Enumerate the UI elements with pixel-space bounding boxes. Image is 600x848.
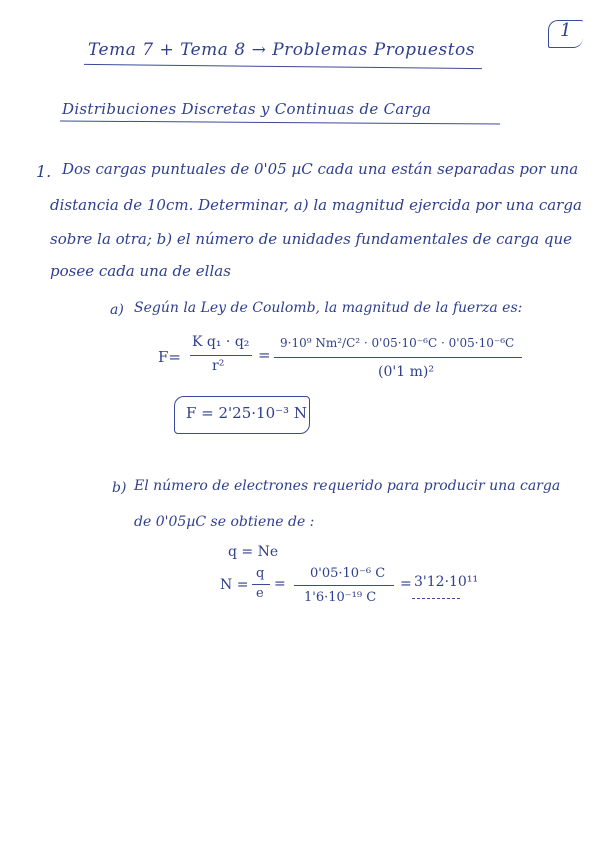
substitution-numerator: 9·10⁹ Nm²/C² · 0'05·10⁻⁶C · 0'05·10⁻⁶C — [280, 336, 515, 350]
electrons-numerator: 0'05·10⁻⁶ C — [310, 566, 386, 581]
title-underline — [84, 64, 482, 69]
problem-line-4: posee cada una de ellas — [50, 262, 231, 280]
coulomb-fraction-bar — [190, 355, 252, 356]
force-result: F = 2'25·10⁻³ N — [186, 404, 307, 422]
coulomb-numerator: K q₁ · q₂ — [192, 334, 250, 350]
electrons-denominator: 1'6·10⁻¹⁹ C — [304, 590, 377, 605]
equals-sign-b2: = — [400, 576, 412, 592]
page-title: Tema 7 + Tema 8 → Problemas Propuestos — [88, 40, 475, 60]
q-over-e-bar — [252, 584, 270, 585]
section-subtitle: Distribuciones Discretas y Continuas de Carga — [62, 100, 432, 118]
page-number: 1 — [560, 20, 572, 41]
page-number-bracket — [548, 20, 583, 48]
part-b-label: b) — [112, 480, 127, 496]
equals-sign: = — [258, 346, 271, 364]
part-b-line-2: de 0'05µC se obtiene de : — [134, 514, 315, 530]
result-underline-dashed — [412, 598, 460, 599]
n-label: N = — [220, 577, 249, 593]
electrons-result: 3'12·10¹¹ — [414, 574, 479, 590]
part-b-line-1: El número de electrones requerido para producir una carga — [134, 478, 561, 494]
equals-sign-b1: = — [274, 576, 286, 592]
problem-line-1: Dos cargas puntuales de 0'05 µC cada una están separadas por una — [62, 160, 579, 178]
substitution-denominator: (0'1 m)² — [378, 364, 434, 380]
problem-number: 1. — [36, 162, 52, 181]
subtitle-underline — [60, 120, 500, 124]
coulomb-denominator: r² — [212, 358, 225, 374]
problem-line-2: distancia de 10cm. Determinar, a) la magnitud ejercida por una carga — [50, 196, 582, 214]
e-denominator: e — [256, 586, 264, 601]
part-a-intro: Según la Ley de Coulomb, la magnitud de la fuerza es: — [134, 300, 523, 316]
electrons-fraction-bar — [294, 585, 394, 586]
charge-equation: q = Ne — [228, 544, 279, 560]
problem-line-3: sobre la otra; b) el número de unidades fundamentales de carga que — [50, 230, 573, 248]
part-a-label: a) — [110, 302, 124, 318]
substitution-fraction-bar — [274, 357, 522, 358]
q-numerator: q — [256, 566, 265, 581]
force-label: F= — [158, 348, 181, 366]
